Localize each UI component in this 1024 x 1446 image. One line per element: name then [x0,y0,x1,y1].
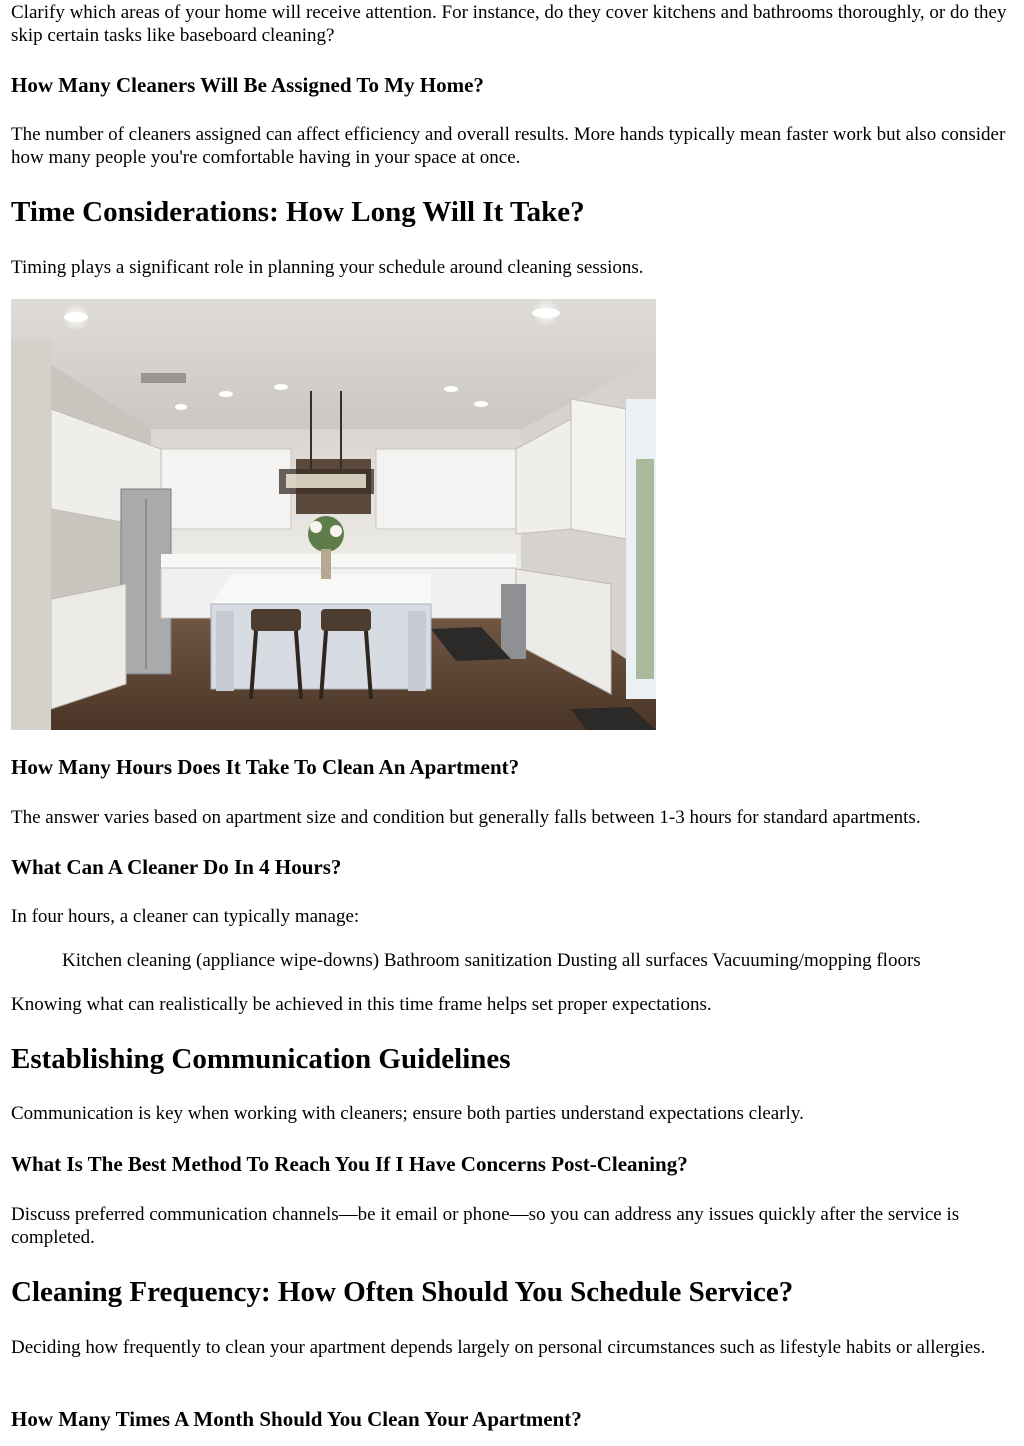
heading-time-considerations: Time Considerations: How Long Will It Take? [11,196,585,228]
heading-reach-you: What Is The Best Method To Reach You If I Have Concerns Post-Cleaning? [11,1152,688,1176]
heading-cleaning-frequency: Cleaning Frequency: How Often Should You Schedule Service? [11,1276,794,1308]
paragraph-number-of-cleaners: The number of cleaners assigned can affect efficiency and overall results. More hands typically mean faster work but also consider how many people you're comfortable having in your space at once. [11,124,1006,168]
task-list: Kitchen cleaning (appliance wipe-downs) Bathroom sanitization Dusting all surfaces Vacuuming/mopping floors [62,950,921,971]
kitchen-photo [11,299,656,730]
heading-hours-to-clean: How Many Hours Does It Take To Clean An Apartment? [11,755,520,779]
paragraph-four-hours: In four hours, a cleaner can typically manage: [11,906,360,927]
paragraph-expectations: Knowing what can realistically be achieved in this time frame helps set proper expectations. [11,994,712,1015]
heading-cleaners-assigned: How Many Cleaners Will Be Assigned To My Home? [11,73,484,97]
paragraph-communication: Communication is key when working with cleaners; ensure both parties understand expectations clearly. [11,1103,804,1124]
paragraph-timing: Timing plays a significant role in planning your schedule around cleaning sessions. [11,257,644,278]
paragraph-frequency: Deciding how frequently to clean your apartment depends largely on personal circumstances such as lifestyle habits or allergies. [11,1337,986,1358]
heading-four-hours: What Can A Cleaner Do In 4 Hours? [11,855,342,879]
heading-communication: Establishing Communication Guidelines [11,1043,511,1075]
paragraph-channels: Discuss preferred communication channels—be it email or phone—so you can address any issues quickly after the service is completed. [11,1204,960,1248]
heading-times-a-month: How Many Times A Month Should You Clean Your Apartment? [11,1407,582,1431]
paragraph-answer-varies: The answer varies based on apartment size and condition but generally falls between 1-3 hours for standard apartments. [11,807,921,828]
paragraph-areas: Clarify which areas of your home will receive attention. For instance, do they cover kitchens and bathrooms thoroughly, or do they skip certain tasks like baseboard cleaning? [11,2,1007,46]
